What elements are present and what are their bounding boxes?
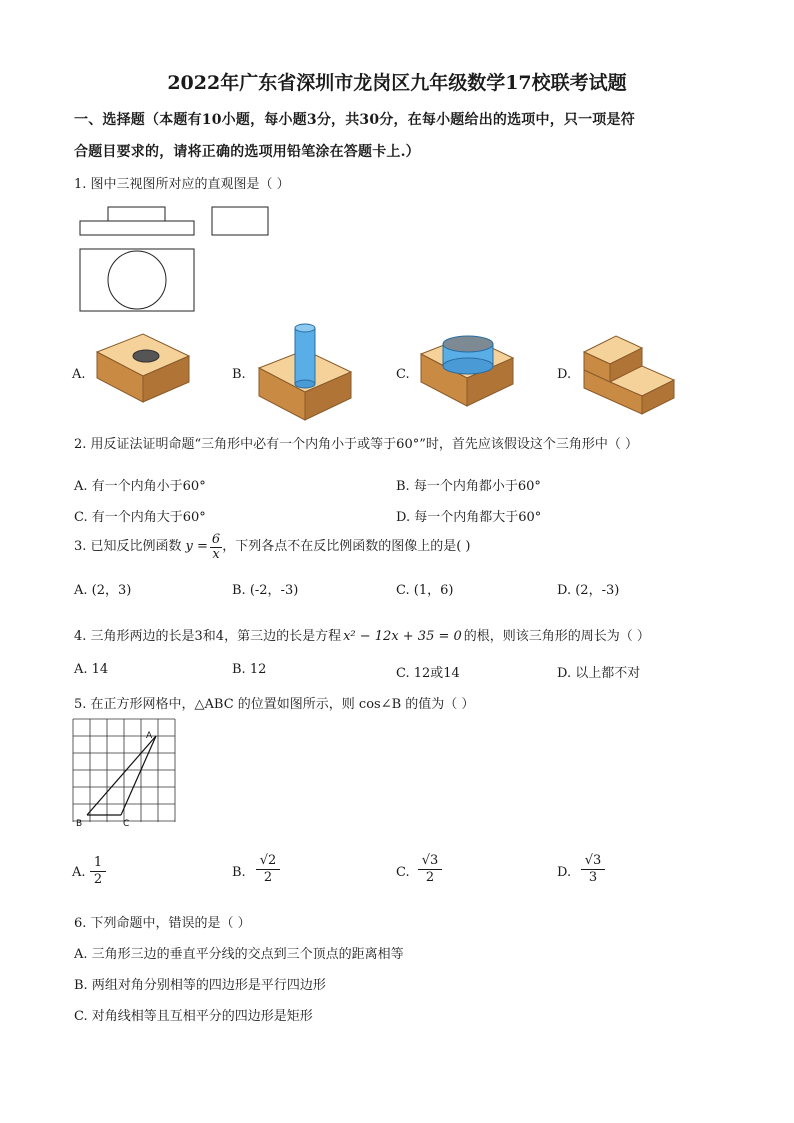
front-view-base — [80, 221, 194, 235]
top-view-circle — [108, 251, 166, 309]
q5-option-a-numerator: 1 — [93, 855, 103, 870]
q3-fraction-denominator: x — [212, 546, 220, 562]
q3-stem-post: ，下列各点不在反比例函数的图像上的是( ) — [222, 539, 471, 554]
q5-option-a-denominator: 2 — [90, 871, 106, 888]
top-view — [80, 249, 194, 311]
q3-option-d[interactable]: D. (2，-3) — [557, 583, 620, 598]
question-1-stem: 1. 图中三视图所对应的直观图是（ ） — [74, 177, 290, 192]
q5-option-b-numerator: √2 — [259, 853, 277, 868]
q4-option-b[interactable]: B. 12 — [232, 662, 267, 677]
q5-grid-figure — [72, 718, 178, 836]
question-4-stem — [74, 625, 650, 644]
q5-option-c-fraction[interactable] — [418, 853, 442, 886]
q6-option-b[interactable]: B. 两组对角分别相等的四边形是平行四边形 — [74, 978, 326, 993]
q5-option-d-fraction[interactable] — [581, 853, 605, 886]
page-title: 2022年广东省深圳市龙岗区九年级数学17校联考试题 — [167, 72, 627, 94]
q3-option-c[interactable]: C. (1，6) — [396, 583, 454, 598]
q6-option-a[interactable]: A. 三角形三边的垂直平分线的交点到三个顶点的距离相等 — [74, 947, 404, 962]
triangle-side-ab — [87, 736, 156, 815]
q2-option-a[interactable]: A. 有一个内角小于60° — [74, 479, 206, 494]
q3-equation-lhs: y = — [185, 539, 208, 554]
section-header-line1: 一、选择题（本题有10小题，每小题3分，共30分，在每小题给出的选项中，只一项是符 — [74, 112, 635, 128]
q5-option-b-letter[interactable]: B. — [232, 865, 246, 880]
q5-option-d-letter[interactable]: D. — [557, 865, 572, 880]
front-view-top — [108, 207, 165, 221]
q5-option-c-denominator: 2 — [418, 869, 442, 886]
q1-option-b-solid[interactable] — [255, 322, 355, 422]
q5-option-d-denominator: 3 — [581, 869, 605, 886]
three-view-figure — [78, 205, 278, 315]
q6-option-c[interactable]: C. 对角线相等且互相平分的四边形是矩形 — [74, 1009, 313, 1024]
q5-option-b-fraction[interactable] — [256, 853, 280, 886]
q3-stem-pre: 3. 已知反比例函数 — [74, 539, 182, 554]
q3-option-a[interactable]: A. (2，3) — [74, 583, 132, 598]
q5-option-d-numerator: √3 — [584, 853, 602, 868]
q5-option-c-letter[interactable]: C. — [396, 865, 410, 880]
q4-stem-post: 的根，则该三角形的周长为（ ） — [463, 629, 650, 644]
question-3-stem — [74, 531, 470, 563]
q5-option-b-denominator: 2 — [256, 869, 280, 886]
q1-option-a-solid[interactable] — [93, 330, 193, 405]
triangle-side-ac — [121, 736, 156, 815]
q4-option-a[interactable]: A. 14 — [74, 662, 109, 677]
grid-lines — [73, 719, 175, 822]
vertex-label-c: C — [123, 819, 130, 829]
question-2-stem: 2. 用反证法证明命题“三角形中必有一个内角小于或等于60°”时，首先应该假设这个三角形中（ ） — [74, 437, 639, 452]
q5-option-a-letter[interactable]: A. — [72, 865, 86, 880]
q5-option-a-fraction[interactable] — [90, 855, 106, 888]
q3-option-b[interactable]: B. (-2，-3) — [232, 583, 299, 598]
q4-option-c[interactable]: C. 12或14 — [396, 666, 460, 681]
q2-option-b[interactable]: B. 每一个内角都小于60° — [396, 479, 541, 494]
q4-equation: x² − 12x + 35 = 0 — [343, 629, 462, 644]
side-view — [212, 207, 268, 235]
q1-option-c-solid[interactable] — [417, 330, 517, 410]
section-header-line2: 合题目要求的，请将正确的选项用铅笔涂在答题卡上.） — [74, 144, 420, 160]
q1-option-c-label[interactable]: C. — [396, 367, 410, 382]
q4-stem-pre: 4. 三角形两边的长是3和4，第三边的长是方程 — [74, 629, 342, 644]
q1-option-d-label[interactable]: D. — [557, 367, 572, 382]
q1-option-a-label[interactable]: A. — [72, 367, 86, 382]
q1-option-b-label[interactable]: B. — [232, 367, 246, 382]
question-5-stem: 5. 在正方形网格中，△ABC 的位置如图所示，则 cos∠B 的值为（ ） — [74, 697, 475, 712]
q5-option-c-numerator: √3 — [421, 853, 439, 868]
q2-option-d[interactable]: D. 每一个内角都大于60° — [396, 510, 542, 525]
q1-option-d-solid[interactable] — [578, 332, 678, 417]
vertex-label-b: B — [76, 819, 83, 829]
q3-fraction — [210, 533, 222, 562]
question-6-stem: 6. 下列命题中，错误的是（ ） — [74, 916, 251, 931]
q4-option-d[interactable]: D. 以上都不对 — [557, 666, 641, 681]
q2-option-c[interactable]: C. 有一个内角大于60° — [74, 510, 206, 525]
q3-fraction-numerator: 6 — [211, 531, 221, 547]
vertex-label-a: A — [146, 731, 153, 741]
